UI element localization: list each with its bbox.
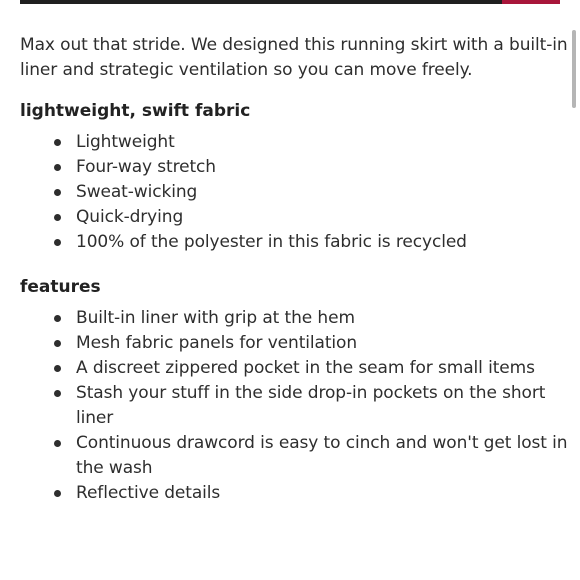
bullet-icon	[54, 315, 61, 322]
fabric-list	[20, 130, 568, 255]
list-item-text: Mesh fabric panels for ventilation	[76, 333, 358, 353]
list-item	[20, 431, 568, 481]
section-heading-fabric: lightweight, swift fabric	[20, 101, 251, 121]
list-item	[20, 356, 568, 381]
bullet-icon	[54, 139, 61, 146]
bullet-icon	[54, 164, 61, 171]
intro-text: Max out that stride. We designed this running skirt with a built-in liner and strategic ventilation so you can move freely.	[20, 35, 568, 80]
image-bottom-edge	[20, 0, 560, 4]
list-item	[20, 205, 568, 230]
list-item-text: Lightweight	[76, 132, 175, 152]
list-item	[20, 155, 568, 180]
list-item-text: Sweat-wicking	[76, 182, 198, 202]
bullet-icon	[54, 189, 61, 196]
list-item	[20, 331, 568, 356]
list-item-text: Reflective details	[76, 483, 221, 503]
list-item-text: Stash your stuff in the side drop-in pockets on the short liner	[76, 383, 546, 428]
list-item-text: Quick-drying	[76, 207, 184, 227]
list-item-text: Built-in liner with grip at the hem	[76, 308, 355, 328]
list-item	[20, 306, 568, 331]
bullet-icon	[54, 239, 61, 246]
description-content	[20, 33, 568, 506]
bullet-icon	[54, 490, 61, 497]
list-item	[20, 180, 568, 205]
list-item-text: Continuous drawcord is easy to cinch and won't get lost in the wash	[76, 433, 568, 478]
image-bottom-edge-accent	[502, 0, 560, 4]
list-item-text: 100% of the polyester in this fabric is recycled	[76, 232, 467, 252]
list-item-text: Four-way stretch	[76, 157, 216, 177]
section-heading-features: features	[20, 277, 101, 297]
list-item	[20, 230, 568, 255]
list-item	[20, 130, 568, 155]
bullet-icon	[54, 214, 61, 221]
bullet-icon	[54, 365, 61, 372]
bullet-icon	[54, 440, 61, 447]
features-list	[20, 306, 568, 506]
list-item-text: A discreet zippered pocket in the seam for small items	[76, 358, 535, 378]
bullet-icon	[54, 390, 61, 397]
bullet-icon	[54, 340, 61, 347]
list-item	[20, 381, 568, 431]
list-item	[20, 481, 568, 506]
scrollbar[interactable]	[572, 30, 576, 108]
